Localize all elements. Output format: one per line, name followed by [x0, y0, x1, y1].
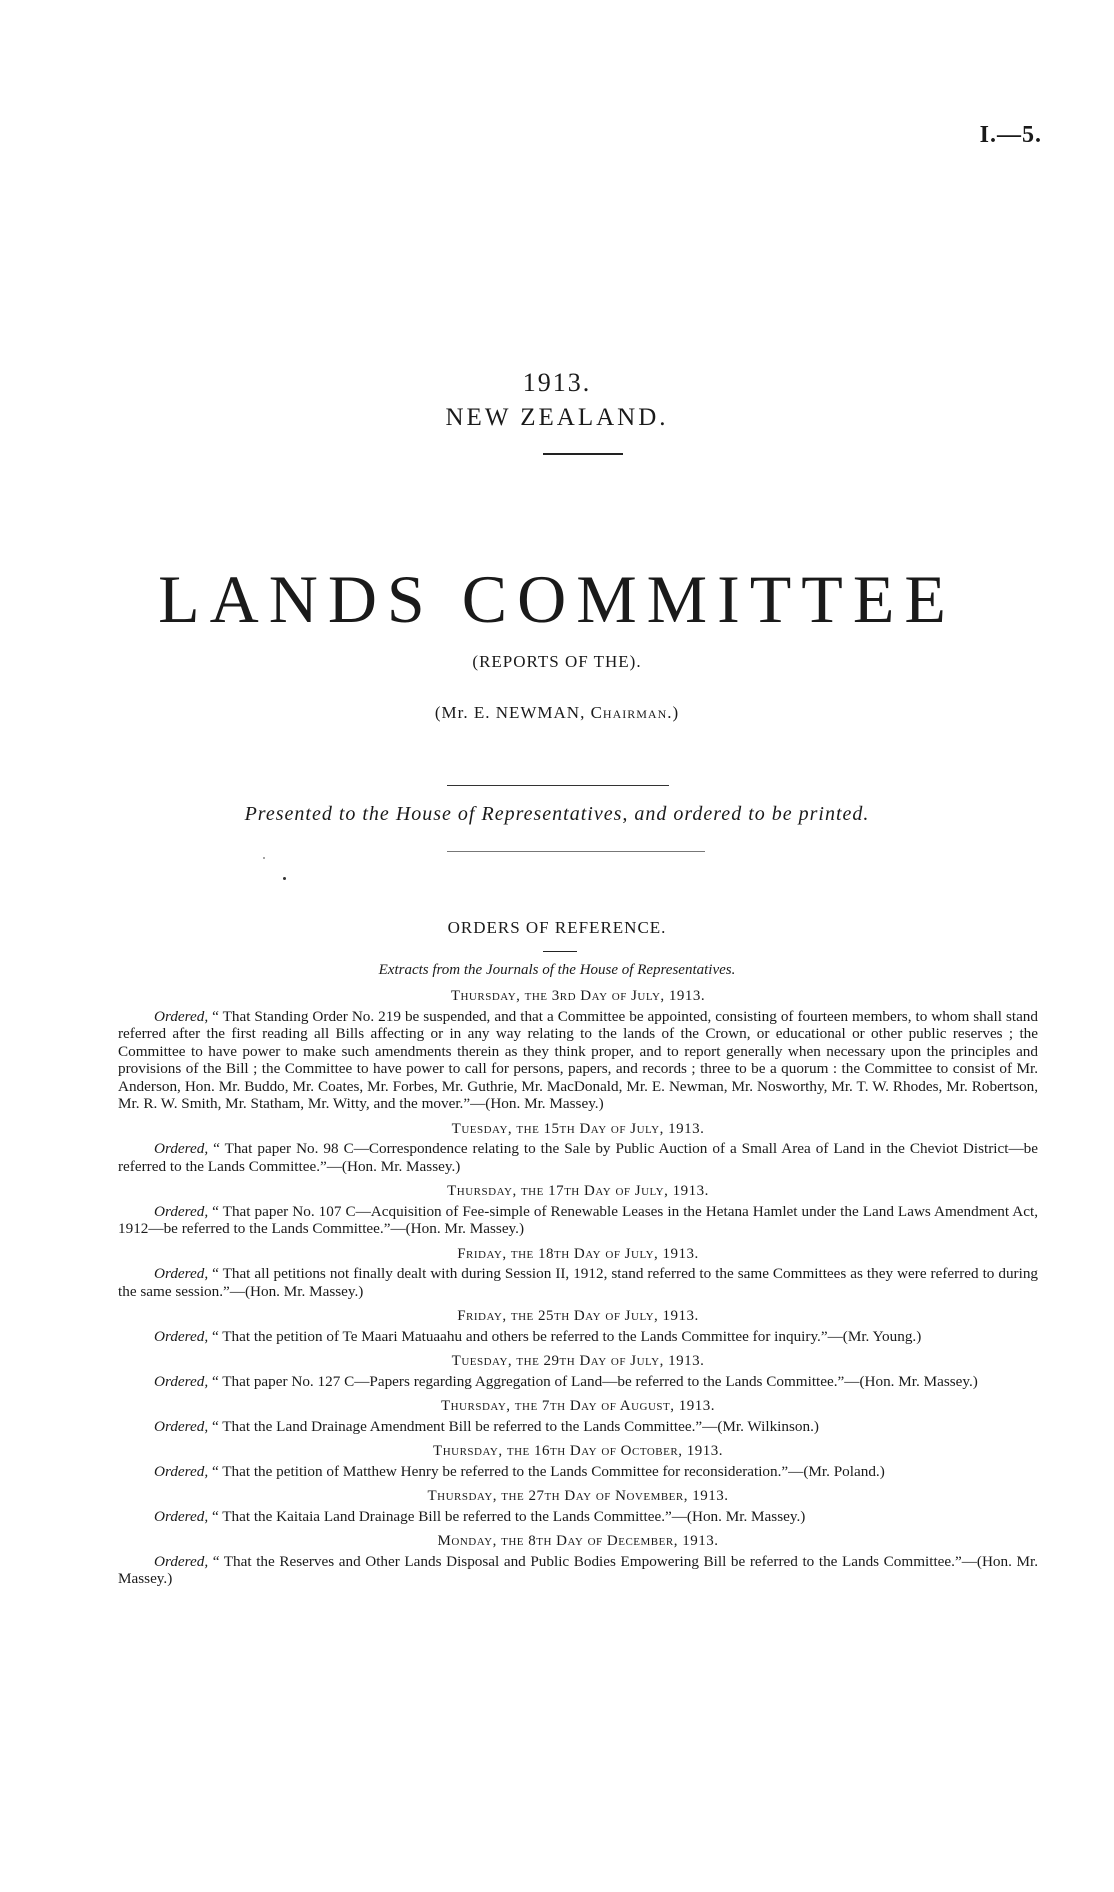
- order-text-paragraph: [118, 1418, 1038, 1436]
- order-text: “ That paper No. 127 C—Papers regarding Aggregation of Land—be referred to the Lands Committee.”—(Hon. Mr. Massey.): [211, 1372, 978, 1390]
- print-speck: [283, 877, 286, 880]
- order-text-paragraph: [118, 1553, 1038, 1588]
- order-date: Thursday, the 3rd Day of July, 1913.: [450, 988, 706, 1004]
- order-date: Tuesday, the 29th Day of July, 1913.: [451, 1353, 705, 1369]
- ordered-label: Ordered,: [154, 1007, 209, 1025]
- order-text-paragraph: [118, 1140, 1038, 1175]
- order-text: “ That paper No. 107 C—Acquisition of Fee-simple of Renewable Leases in the Hetana Hamlet under the Land Laws Amendment Act, 1912—be referred to the Lands Committee.”—(Hon. Mr. Massey.): [118, 1202, 1038, 1237]
- order-text: “ That Standing Order No. 219 be suspended, and that a Committee be appointed, consisting of fourteen members, to whom shall stand referred after the first reading all Bills affecting or in any way relating to the lands of the Crown, or educational or other public reserves ; the Committee to have power to make such amendments therein as they think proper, and to report generally when necessary upon the principles and provisions of the Bill ; the Committee to have power to call for persons, papers, and records ; three to be a quorum : the Committee to consist of Mr. Anderson, Hon. Mr. Buddo, Mr. Coates, Mr. Forbes, Mr. Guthrie, Mr. MacDonald, Mr. E. Newman, Mr. Nosworthy, Mr. T. W. Rhodes, Mr. Robertson, Mr. R. W. Smith, Mr. Statham, Mr. Witty, and the mover.”—(Hon. Mr. Massey.): [118, 1007, 1038, 1112]
- order-date: Thursday, the 17th Day of July, 1913.: [447, 1183, 709, 1199]
- order-entry: [118, 1488, 1038, 1525]
- ordered-label: Ordered,: [154, 1202, 209, 1220]
- order-text-paragraph: [118, 1265, 1038, 1300]
- ordered-label: Ordered,: [154, 1327, 209, 1345]
- order-entry: [118, 1443, 1038, 1480]
- order-text: “ That the Land Drainage Amendment Bill be referred to the Lands Committee.”—(Mr. Wilkinson.): [211, 1417, 819, 1435]
- orders-list: [118, 988, 1038, 1588]
- order-date: Monday, the 8th Day of December, 1913.: [437, 1533, 719, 1549]
- order-date: Friday, the 18th Day of July, 1913.: [457, 1245, 699, 1262]
- order-text: “ That all petitions not finally dealt with during Session II, 1912, stand referred to the same Committees as they were referred to during the same session.”—(Hon. Mr. Massey.): [118, 1265, 1039, 1300]
- order-date: Tuesday, the 15th Day of July, 1913.: [451, 1120, 705, 1137]
- orders-divider: [543, 951, 577, 952]
- ordered-label: Ordered,: [154, 1417, 209, 1435]
- extracts-label: Extracts from the Journals of the House of Representatives.: [378, 962, 736, 978]
- order-text-paragraph: [118, 1008, 1038, 1113]
- order-text: “ That the Kaitaia Land Drainage Bill be referred to the Lands Committee.”—(Hon. Mr. Massey.): [211, 1507, 806, 1525]
- order-text: “ That the petition of Te Maari Matuaahu and others be referred to the Lands Committee for inquiry.”—(Mr. Young.): [211, 1327, 922, 1345]
- order-entry: [118, 1121, 1038, 1176]
- document-subtitle: (REPORTS OF THE).: [472, 652, 642, 671]
- order-entry: [118, 988, 1038, 1113]
- section-divider: [447, 785, 669, 786]
- order-entry: [118, 1533, 1038, 1588]
- ordered-label: Ordered,: [154, 1140, 209, 1157]
- chairman-role: Chairman.): [590, 703, 680, 722]
- ordered-label: Ordered,: [154, 1372, 209, 1390]
- order-text: “ That the petition of Matthew Henry be referred to the Lands Committee for reconsideration.”—(Mr. Poland.): [211, 1462, 885, 1480]
- ordered-label: Ordered,: [154, 1507, 209, 1525]
- order-entry: [118, 1398, 1038, 1435]
- order-text-paragraph: [118, 1508, 1038, 1526]
- order-text-paragraph: [118, 1328, 1038, 1346]
- ordered-label: Ordered,: [154, 1265, 209, 1282]
- order-text-paragraph: [118, 1203, 1038, 1238]
- chairman-name: (Mr. E. NEWMAN,: [434, 703, 586, 722]
- section-divider-faint: [447, 851, 705, 852]
- order-text: “ That paper No. 98 C—Correspondence relating to the Sale by Public Auction of a Small Area of Land in the Cheviot District—be referred to the Lands Committee.”—(Hon. Mr. Massey.): [118, 1140, 1038, 1175]
- order-entry: [118, 1183, 1038, 1238]
- order-text-paragraph: [118, 1373, 1038, 1391]
- order-text: “ That the Reserves and Other Lands Disposal and Public Bodies Empowering Bill be referred to the Lands Committee.”—(Hon. Mr. Massey.): [118, 1552, 1039, 1587]
- document-year: 1913.: [522, 368, 592, 397]
- print-speck: [263, 857, 265, 859]
- order-entry: [118, 1246, 1038, 1301]
- order-date: Thursday, the 27th Day of November, 1913.: [427, 1488, 729, 1504]
- document-title: LANDS COMMITTEE: [158, 561, 956, 637]
- order-date: Thursday, the 7th Day of August, 1913.: [440, 1398, 716, 1414]
- order-date: Friday, the 25th Day of July, 1913.: [457, 1308, 699, 1324]
- order-entry: [118, 1308, 1038, 1345]
- chairman-line: [0, 703, 1114, 723]
- ordered-label: Ordered,: [154, 1552, 209, 1570]
- document-country: NEW ZEALAND.: [445, 404, 669, 431]
- title-divider: [543, 453, 623, 455]
- presented-note: Presented to the House of Representatives, and ordered to be printed.: [244, 803, 870, 825]
- page-code: I.—5.: [979, 122, 1042, 148]
- order-date: Thursday, the 16th Day of October, 1913.: [433, 1443, 723, 1459]
- ordered-label: Ordered,: [154, 1462, 209, 1480]
- order-entry: [118, 1353, 1038, 1390]
- order-text-paragraph: [118, 1463, 1038, 1481]
- orders-heading: ORDERS OF REFERENCE.: [447, 918, 667, 937]
